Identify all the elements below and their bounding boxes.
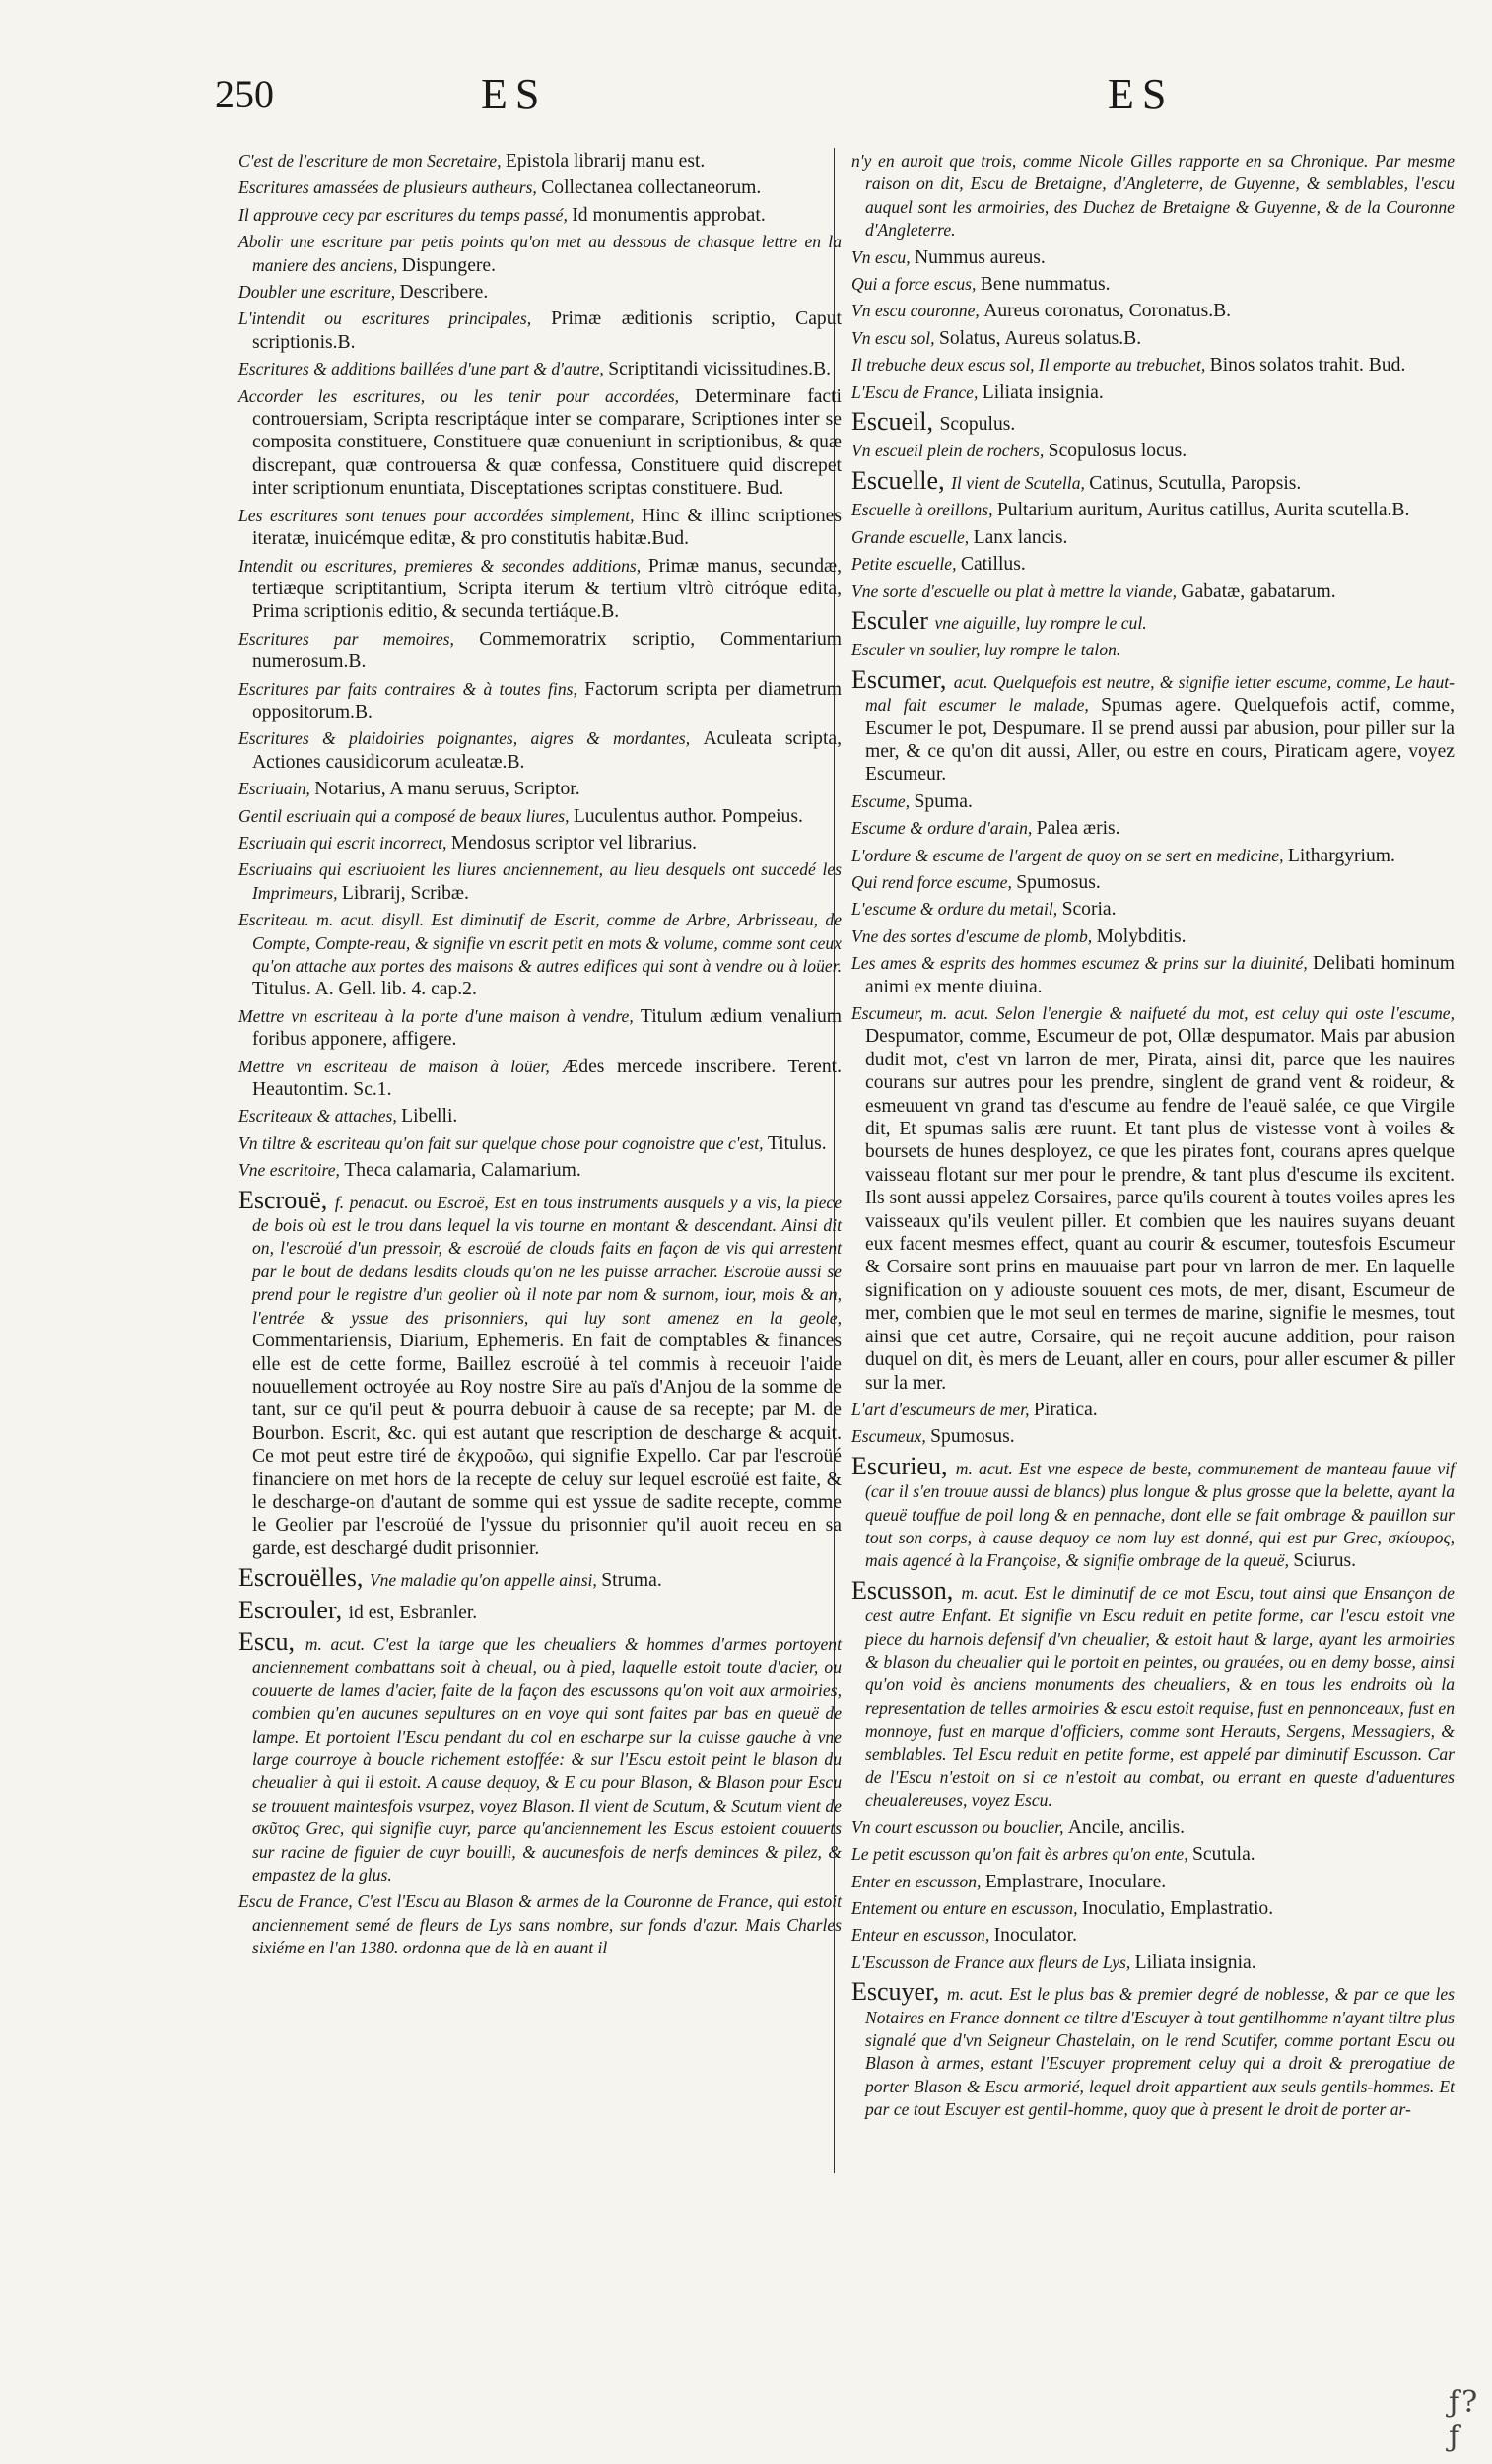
french-text: Escritures par faits contraires & à toutes fins, xyxy=(238,678,585,699)
french-text: Entement ou enture en escusson, xyxy=(851,1898,1082,1919)
dictionary-entry xyxy=(238,385,842,501)
latin-text: Aureus coronatus, Coronatus.B. xyxy=(983,301,1232,322)
french-text: Vne sorte d'escuelle ou plat à mettre la viande, xyxy=(851,581,1182,601)
latin-text: Primæ æditionis scriptio, Caput scriptionis.B. xyxy=(252,308,842,353)
french-text: Vn escueil plein de rochers, xyxy=(851,441,1049,461)
french-text: L'Escu de France, xyxy=(851,381,983,402)
french-text: m. acut. Est le plus bas & premier degré de noblesse, & par ce que les Notaires en France donnent ce tiltre d'Escuyer à tout gentilhomme n'ayant tiltre plus signalé que d'vn Seigneur Chastelain, on le rend Scutifer, comme portant Escu ou Blason à armes, estant l'Escuyer proprement celuy qui a droit & prerogatiue de porter Blason & Escu armorié, lequel droit appartient aux seuls gentils-hommes. Et par ce tout Escuyer est gentil-homme, quoy que à present le droit de porter ar- xyxy=(865,1984,1455,2120)
dictionary-entry xyxy=(851,871,1455,894)
dictionary-entry xyxy=(851,666,1455,787)
dictionary-entry xyxy=(851,898,1455,921)
french-text: Qui a force escus, xyxy=(851,274,981,295)
latin-text: Despumator, comme, Escumeur de pot, Ollæ despumator. Mais par abusion dudit mot, c'est vn larron de mer, Pirata, ainsi dit, parce que les nauires courans sur autres pour les prendre, singlent de grand vent & roideur, & esmeuuent vn grand tas d'escume au fendre de l'eauë salée, ce que Virgile dit, Et spumas salis ære ruunt. Et tant plus de vistesse vont à voiles & boursets de hunes desployez, ce que les pirates font, courans apres quelque vaisseau flotant sur mer pour le prendre, & tant plus d'escume ils excitent. Ils sont aussi appelez Corsaires, parce qu'ils courent à toutes voiles apres les vaisseaux qu'ils veulent piller. Et combien que les nauires suyans deuant eux facent mesmes effect, quant au courir & escumer, toutesfois Escumeur & Corsaire sont prins en mauuaise part pour vn larron de mer. En laquelle signification on y adiouste souuent ces mots, de mer, disant, Escumeur de mer, combien que le mot seul en termes de marine, signifie le mesmes, tout ainsi que cet autre, Corsaire, qui ne reçoit aucune addition, pour raison duquel on dit, ès mers de Leuant, aller en cours, pour aller escumer & piller sur la mer. xyxy=(865,1026,1455,1394)
french-text: Escritures & plaidoiries poignantes, aigres & mordantes, xyxy=(238,728,704,749)
headword: Escuyer, xyxy=(851,1977,947,2007)
latin-text: Describere. xyxy=(399,282,489,304)
dictionary-entry xyxy=(238,727,842,774)
latin-text: Hinc & illinc scriptiones iteratæ, inuicémque editæ, & pro constitutis habitæ.Bud. xyxy=(252,505,842,550)
french-text: L'ordure & escume de l'argent de quoy on se sert en medicine, xyxy=(851,845,1288,865)
french-text: L'Escusson de France aux fleurs de Lys, xyxy=(851,1951,1135,1972)
dictionary-entry xyxy=(238,805,842,828)
latin-text: Collectanea collectaneorum. xyxy=(541,177,762,199)
dictionary-entry xyxy=(851,1924,1455,1947)
french-text: Escuelle à oreillons, xyxy=(851,500,997,520)
latin-text: Gabatæ, gabatarum. xyxy=(1181,581,1336,602)
french-text: Les ames & esprits des hommes escumez & prins sur la diuinité, xyxy=(851,953,1314,974)
dictionary-entry xyxy=(238,778,842,800)
dictionary-entry xyxy=(851,1453,1455,1573)
french-text: Escriuain qui escrit incorrect, xyxy=(238,832,451,853)
dictionary-entry xyxy=(851,273,1455,296)
latin-text: Dispungere. xyxy=(401,254,497,276)
latin-text: Scriptitandi vicissitudines.B. xyxy=(608,359,832,380)
latin-text: Commemoratrix scriptio, Commentarium numerosum.B. xyxy=(252,628,842,673)
latin-text: Catinus, Scutulla, Paropsis. xyxy=(1089,472,1302,494)
dictionary-entry xyxy=(851,499,1455,521)
latin-text: Primæ manus, secundæ, tertiæque scriptitantium, Scripta iterum & tertium vltrò citróque edita, Prima scriptionis editio, & secunda tertiáque.B. xyxy=(252,555,842,623)
latin-text: Titulus. A. Gell. lib. 4. cap.2. xyxy=(252,979,477,1000)
dictionary-entry xyxy=(851,300,1455,322)
dictionary-entry xyxy=(238,1132,842,1155)
latin-text: Scopulosus locus. xyxy=(1048,441,1187,462)
latin-text: Libelli. xyxy=(401,1106,458,1128)
french-text: Grande escuelle, xyxy=(851,526,974,547)
dictionary-entry xyxy=(238,858,842,905)
french-text: Vne des sortes d'escume de plomb, xyxy=(851,925,1097,946)
dictionary-entry xyxy=(851,354,1455,376)
french-text: Il vient de Scutella, xyxy=(951,472,1090,493)
dictionary-entry xyxy=(851,639,1455,661)
latin-text: Titulus. xyxy=(767,1132,827,1154)
dictionary-entry xyxy=(851,150,1455,242)
latin-text: Notarius, A manu seruus, Scriptor. xyxy=(314,779,580,800)
french-text: Escumeux, xyxy=(851,1426,931,1447)
french-text: Escritures & additions baillées d'une part & d'autre, xyxy=(238,359,609,379)
french-text: Escritures amassées de plusieurs autheurs, xyxy=(238,177,542,198)
latin-text: Determinare facti controuersiam, Scripta rescriptáque inter se comparare, Scriptiones inter se composita constituere, Constituere quæ conueniunt in scriptionibus, & quæ discrepant, quæ controuersa & quæ confessa, Constituere quid discrepet inter scriptionum enuntiata, Disceptationes scriptas constituere. Bud. xyxy=(252,385,843,500)
dictionary-entry xyxy=(238,1056,842,1102)
latin-text: Spuma. xyxy=(914,790,973,812)
latin-text: Theca calamaria, Calamarium. xyxy=(344,1160,581,1182)
french-text: Enter en escusson, xyxy=(851,1871,985,1891)
french-text: acut. Quelquefois est neutre, & signifie ietter escume, comme, Le haut-mal fait escumer le malade, xyxy=(865,671,1455,716)
dictionary-entry xyxy=(238,204,842,227)
french-text: Escriteaux & attaches, xyxy=(238,1106,402,1127)
latin-text: Factorum scripta per diametrum oppositorum.B. xyxy=(252,678,843,722)
french-text: Escriuains qui escriuoient les liures anciennement, au lieu desquels ont succedé les Imprimeurs, xyxy=(238,859,842,903)
french-text: Vn escu couronne, xyxy=(851,301,984,321)
dictionary-entry xyxy=(238,281,842,304)
french-text: Vn court escusson ou bouclier, xyxy=(851,1816,1068,1837)
dictionary-entry xyxy=(238,1890,842,1959)
french-text: Intendit ou escritures, premieres & secondes additions, xyxy=(238,555,648,576)
dictionary-entry xyxy=(238,1005,842,1052)
latin-text: Delibati hominum animi ex mente diuina. xyxy=(865,953,1455,997)
dictionary-entry xyxy=(851,925,1455,948)
latin-text: Scoria. xyxy=(1061,899,1117,921)
dictionary-entry xyxy=(238,628,842,674)
latin-text: Lithargyrium. xyxy=(1287,845,1395,866)
dictionary-entry xyxy=(851,790,1455,813)
latin-text: Emplastrare, Inoculare. xyxy=(984,1871,1167,1892)
dictionary-entry xyxy=(238,1187,842,1561)
french-text: Il trebuche deux escus sol, Il emporte au trebuchet, xyxy=(851,355,1210,376)
running-head-left: ES xyxy=(481,70,548,118)
french-text: L'escume & ordure du metail, xyxy=(851,899,1062,920)
latin-text: Lanx lancis. xyxy=(973,526,1068,548)
latin-text: Sciurus. xyxy=(1293,1550,1357,1572)
latin-text: Librarij, Scribæ. xyxy=(341,882,469,904)
french-text: L'art d'escumeurs de mer, xyxy=(851,1399,1034,1419)
dictionary-entry xyxy=(851,1816,1455,1839)
french-text: Petite escuelle, xyxy=(851,554,961,575)
dictionary-entry xyxy=(851,526,1455,549)
latin-text: Liliata insignia. xyxy=(1134,1951,1256,1973)
dictionary-entry xyxy=(238,1628,842,1886)
dictionary-entry xyxy=(851,440,1455,462)
headword: Escrouë, xyxy=(238,1185,335,1214)
latin-text: Ædes mercede inscribere. Terent. Heautontim. Sc.1. xyxy=(252,1056,842,1101)
dictionary-entry xyxy=(238,678,842,724)
french-text: Abolir une escriture par petis points qu'on met au dessous de chasque lettre en la maniere des anciens, xyxy=(238,232,842,275)
latin-text: Aculeata scripta, Actiones causidicorum aculeatæ.B. xyxy=(252,728,842,773)
french-text: Enteur en escusson, xyxy=(851,1925,994,1946)
french-text: m. acut. C'est la targe que les cheualiers & hommes d'armes portoyent anciennement combattans soit à cheual, ou à pied, laquelle estoit toute d'acier, ou couuerte de lames d'acier, faite de la façon des escussons qu'on voit aux armoiries, combien qu'en aucunes sepultures on en voye qui sont faites par bas en queuë de lampe. Et portoient l'Escu pendant du col en escharpe sur la cuisse gauche à vne large courroye à boucle richement estoffée: & sur l'Escu estoit peint le blason du cheualier à qui il estoit. A cause dequoy, & E cu pour Blason, & Blason pour Escu se trouuent maintesfois vsurpez, voyez Blason. Il vient de Scutum, & Scutum vient de σκῦτος Grec, qui signifie cuyr, parce qu'anciennement les Escus estoient couuerts sur racine de figuier de cuyr bouilli, & aucunesfois de nerfs deminces & pilez, & empastez de la glus. xyxy=(252,1633,842,1885)
dictionary-entry xyxy=(851,1425,1455,1448)
french-text: Escumeur, m. acut. Selon l'energie & naifueté du mot, est celuy qui oste l'escume, xyxy=(851,1003,1455,1023)
dictionary-entry xyxy=(238,1564,842,1592)
latin-text: Inoculator. xyxy=(993,1925,1077,1947)
dictionary-entry xyxy=(851,1577,1455,1813)
french-text: vne aiguille, luy rompre le cul. xyxy=(934,612,1147,633)
dictionary-entry xyxy=(238,909,842,1001)
latin-text: Titulum ædium venalium foribus apponere, affigere. xyxy=(252,1005,842,1051)
french-text: Vn escu sol, xyxy=(851,327,939,348)
dictionary-entry xyxy=(238,176,842,199)
dictionary-entry xyxy=(851,408,1455,436)
dictionary-entry xyxy=(238,308,842,354)
french-text: Doubler une escriture, xyxy=(238,282,400,303)
page-number: 250 xyxy=(215,72,274,116)
dictionary-entry xyxy=(238,358,842,380)
latin-text: Id monumentis approbat. xyxy=(572,204,766,226)
headword: Escumer, xyxy=(851,664,954,694)
french-text: Le petit escusson qu'on fait ès arbres qu'on ente, xyxy=(851,1844,1193,1865)
dictionary-entry xyxy=(851,381,1455,404)
latin-text: Pultarium auritum, Auritus catillus, Aurita scutella.B. xyxy=(996,500,1410,521)
dictionary-entry xyxy=(851,327,1455,350)
headword: Escusson, xyxy=(851,1575,962,1605)
latin-text: Catillus. xyxy=(960,554,1026,576)
latin-text: Spumosus. xyxy=(1016,871,1101,893)
latin-text: Palea æris. xyxy=(1036,818,1120,840)
dictionary-entry xyxy=(238,231,842,277)
french-text: Vn escu, xyxy=(851,246,916,267)
latin-text: Liliata insignia. xyxy=(982,381,1104,403)
french-text: Les escritures sont tenues pour accordées simplement, xyxy=(238,505,643,525)
dictionary-entry xyxy=(851,1399,1455,1421)
headword: Escrouëlles, xyxy=(238,1563,370,1593)
dictionary-entry xyxy=(238,150,842,172)
dictionary-entry xyxy=(238,1597,842,1624)
latin-text: Luculentus author. Pompeius. xyxy=(573,805,803,827)
dictionary-entry xyxy=(851,845,1455,867)
dictionary-entry xyxy=(851,817,1455,840)
dictionary-entry xyxy=(851,246,1455,269)
french-text: Mettre vn escriteau de maison à loüer, xyxy=(238,1056,562,1076)
french-text: f. penacut. ou Escroë, Est en tous instruments ausquels y a vis, la piece de bois où est le trou dans lequel la vis tourne en montant & descendant. Ainsi dit on, l'escroüé d'un pressoir, & escroüé de clouds faits en façon de vis qui arrestent par le bout de dedans lesdits clouds qu'on ne les puisse arracher. Escroüe aussi se prend pour le registre d'un geolier où il note par nom & surnom, iour, mois & an, l'entrée & yssue des prisonniers, qui luy sont amenez en la geole, xyxy=(252,1192,843,1328)
french-text: Vne maladie qu'on appelle ainsi, xyxy=(369,1570,602,1591)
headword: Escrouler, xyxy=(238,1595,349,1624)
dictionary-entry xyxy=(238,1105,842,1128)
latin-text: Inoculatio, Emplastratio. xyxy=(1081,1898,1274,1920)
dictionary-entry xyxy=(851,467,1455,495)
running-head-right: ES xyxy=(1108,70,1175,118)
dictionary-entry xyxy=(851,1843,1455,1866)
dictionary-entry xyxy=(851,1951,1455,1974)
french-text: Vne escritoire, xyxy=(238,1160,345,1181)
dictionary-entry xyxy=(851,1002,1455,1395)
french-text: Vn tiltre & escriteau qu'on fait sur quelque chose pour cognoistre que c'est, xyxy=(238,1132,768,1153)
latin-text: Binos solatos trahit. Bud. xyxy=(1209,355,1406,376)
dictionary-entry xyxy=(238,505,842,551)
french-text: n'y en auroit que trois, comme Nicole Gilles rapporte en sa Chronique. Par mesme raison on dit, Escu de Bretaigne, d'Angleterre, de Guyenne, & semblables, l'escu auquel sont les armoiries, des Duchez de Bretaigne & Guyenne, & de la Couronne d'Angleterre. xyxy=(851,151,1455,240)
french-text: Il approuve cecy par escritures du temps passé, xyxy=(238,204,573,225)
dictionary-entry xyxy=(851,553,1455,576)
corner-mark: ƒ?ƒ xyxy=(1449,2385,1480,2454)
right-column xyxy=(851,150,1455,2126)
dictionary-entry xyxy=(851,581,1455,603)
french-text: Escu de France, C'est l'Escu au Blason & armes de la Couronne de France, qui estoit anciennement semé de fleurs de Lys sans nombre, sur fonds d'azur. Mais Charles sixiéme en l'an 1380. ordonna que de là en auant il xyxy=(238,1891,842,1958)
french-text: Escume & ordure d'arain, xyxy=(851,818,1037,839)
french-text: Accorder les escritures, ou les tenir pour accordées, xyxy=(238,385,695,406)
french-text: C'est de l'escriture de mon Secretaire, xyxy=(238,151,506,171)
french-text: L'intendit ou escritures principales, xyxy=(238,308,552,329)
latin-text: Scutula. xyxy=(1192,1844,1255,1866)
latin-text: Scopulus. xyxy=(939,414,1016,436)
latin-text: Commentariensis, Diarium, Ephemeris. En fait de comptables & finances elle est de cette forme, Baillez escroüé à tel commis à receuoir l'aide nouuellement octroyée au Roy nostre Sire au païs d'Anjou de la somme de tant, sur ce qu'il peut & pourra debuoir à cause de sa recepte; par M. de Bourbon. Escrit, &c. qui est autant que rescription de descharge & acquit. Ce mot peut estre tiré de ἐκχροῶω, qui signifie Expello. Car par l'escroüé financiere on met hors de la recepte de celuy sur lequel escroüé est faite, & le descharge-on d'autant de somme qui est yssue de sadite recepte, comme le Geolier par l'escroüé de l'yssue du prisonnier qu'il auoit receu en sa garde, est deschargé dudit prisonnier. xyxy=(252,1331,842,1559)
latin-text: Piratica. xyxy=(1033,1399,1098,1420)
french-text: Esculer vn soulier, luy rompre le talon. xyxy=(851,640,1121,660)
french-text: Qui rend force escume, xyxy=(851,871,1017,892)
latin-text: Ancile, ancilis. xyxy=(1067,1816,1185,1838)
french-text: Gentil escriuain qui a composé de beaux liures, xyxy=(238,805,574,826)
french-text: m. acut. Est le diminutif de ce mot Escu, tout ainsi que Ensançon de cest autre Enfant. Et signifie vn Escu reduit en petite forme, car l'escu estoit vne piece du harnois defensif d'vn cheualier, & estoit haut & large, ayant les armoiries & blason du cheualier qui le portoit en peintes, ou grauées, ou en demy bosse, ainsi qu'on void ès anciens monuments des cheualiers, & en tous les endroits où la representation de telles armoiries & escu estoit requise, fust en pennonceaux, fust en monnoye, fust en marque d'officiers, comme sont Herauts, Sergens, Messagiers, & semblables. Tel Escu reduit en petite forme, est appelé par diminutif Escusson. Car de l'Escu n'estoit on si ce n'estoit au combat, ou errant en queste d'aduentures cheualereuses, voyez Escu. xyxy=(865,1582,1455,1811)
headword: Escurieu, xyxy=(851,1451,956,1480)
french-text: Escritures par memoires, xyxy=(238,628,480,649)
dictionary-entry xyxy=(851,607,1455,635)
french-text: Mettre vn escriteau à la porte d'une maison à vendre, xyxy=(238,1005,641,1026)
latin-text: id est, Esbranler. xyxy=(348,1602,478,1623)
latin-text: Bene nummatus. xyxy=(980,274,1111,296)
left-column xyxy=(238,150,842,1964)
latin-text: Spumosus. xyxy=(930,1426,1015,1448)
french-text: Escriuain, xyxy=(238,779,315,799)
headword: Escu, xyxy=(238,1626,305,1656)
dictionary-entry xyxy=(238,832,842,855)
latin-text: Mendosus scriptor vel librarius. xyxy=(450,832,698,854)
latin-text: Molybditis. xyxy=(1096,925,1187,947)
latin-text: Nummus aureus. xyxy=(915,246,1046,268)
dictionary-entry xyxy=(238,1159,842,1182)
dictionary-entry xyxy=(851,952,1455,998)
headword: Escueil, xyxy=(851,407,940,437)
french-text: Escume, xyxy=(851,790,915,811)
latin-text: Solatus, Aureus solatus.B. xyxy=(938,327,1142,349)
latin-text: Spumas agere. Quelquefois actif, comme, Escumer le pot, Despumare. Il se prend aussi par abusion, pour piller sur la mer, & ce qu'on dit aussi, Aller, ou estre en cours, Piraticam agere, voyez Escumeur. xyxy=(865,695,1455,786)
dictionary-entry xyxy=(851,1978,1455,2121)
headword: Escuelle, xyxy=(851,465,952,495)
latin-text: Struma. xyxy=(601,1570,662,1592)
french-text: m. acut. Est vne espece de beste, communement de manteau fauue vif (car il s'en trouue aussi de blancs) plus longue & plus grosse que la belette, ayant la queuë touffue de poil long & en pennache, dont elle se fait ombrage & pauillon sur tout son corps, à cause dequoy ce nom luy est donné, qui est pur Grec, σκίουρος, mais agencé à la Françoise, & signifie ombrage de la queuë, xyxy=(865,1458,1455,1571)
dictionary-entry xyxy=(851,1897,1455,1920)
dictionary-entry xyxy=(851,1871,1455,1893)
french-text: Escriteau. m. acut. disyll. Est diminutif de Escrit, comme de Arbre, Arbrisseau, de Compte, Compte-reau, & signifie vn escrit petit en mots & volume, comme sont ceux qu'on attache aux portes des maisons & autres edifices qui sont à vendre ou à loüer. xyxy=(238,910,842,976)
headword: Esculer xyxy=(851,605,935,635)
dictionary-entry xyxy=(238,555,842,624)
latin-text: Epistola librarij manu est. xyxy=(505,151,706,171)
